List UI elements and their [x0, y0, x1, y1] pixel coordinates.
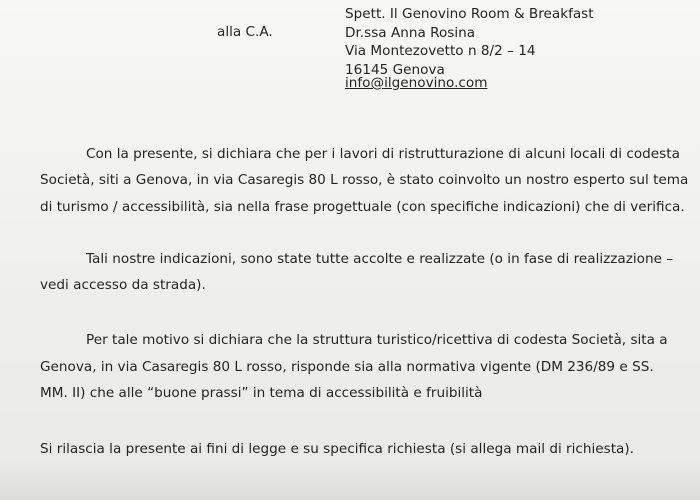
- paragraph-4-line-1: Si rilascia la presente ai fini di legge e su specifica richiesta (si allega mail di richiesta).: [40, 441, 635, 457]
- recipient-name: Dr.ssa Anna Rosina: [345, 25, 476, 41]
- paragraph-1-line-3: di turismo / accessibilità, sia nella frase progettuale (con specifiche indicazioni) che di verifica.: [40, 199, 685, 215]
- recipient-city: 16145 Genova: [345, 62, 445, 78]
- paragraph-3-line-1: Per tale motivo si dichiara che la struttura turistico/ricettiva di codesta Società, sita a: [86, 332, 668, 348]
- page-bottom-shadow: [0, 460, 700, 500]
- paragraph-2-line-1: Tali nostre indicazioni, sono state tutte accolte e realizzate (o in fase di realizzazione –: [86, 251, 674, 267]
- recipient-company: Spett. Il Genovino Room & Breakfast: [345, 6, 594, 22]
- paragraph-3-line-3: MM. II) che alle “buone prassi” in tema di accessibilità e fruibilità: [40, 385, 483, 401]
- paragraph-3-line-2: Genova, in via Casaregis 80 L rosso, risponde sia alla normativa vigente (DM 236/89 e SS.: [40, 359, 654, 375]
- attention-label: alla C.A.: [217, 24, 273, 40]
- recipient-street: Via Montezovetto n 8/2 – 14: [345, 43, 536, 59]
- paragraph-1-line-2: Società, siti a Genova, in via Casaregis 80 L rosso, è stato coinvolto un nostro esperto sul tema: [40, 172, 689, 188]
- recipient-email-link[interactable]: info@ilgenovino.com: [345, 75, 488, 91]
- paragraph-2-line-2: vedi accesso da strada).: [40, 277, 206, 293]
- paragraph-1-line-1: Con la presente, si dichiara che per i lavori di ristrutturazione di alcuni locali di codesta: [86, 146, 680, 162]
